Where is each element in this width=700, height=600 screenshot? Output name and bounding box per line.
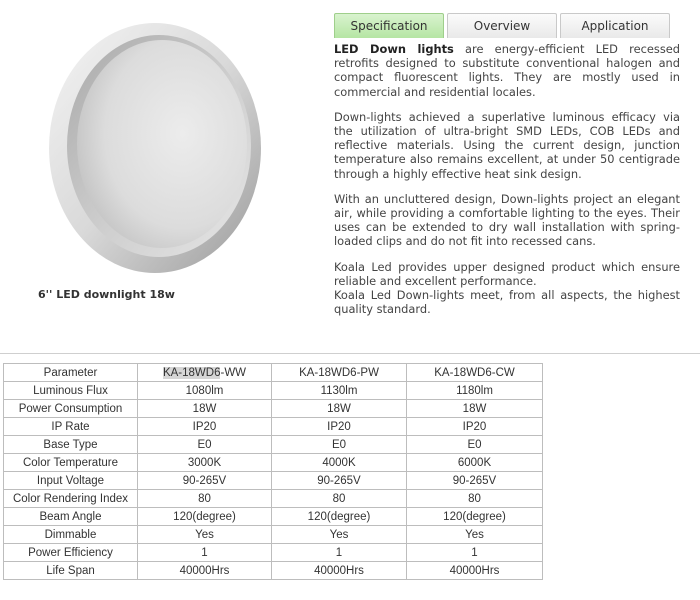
tab-application[interactable]: Application xyxy=(560,13,670,38)
table-cell-ww: 80 xyxy=(138,490,272,508)
table-cell-pw: 1130lm xyxy=(272,382,407,400)
table-cell-parameter: Beam Angle xyxy=(4,508,138,526)
table-cell-cw: Yes xyxy=(407,526,543,544)
table-cell-pw: E0 xyxy=(272,436,407,454)
table-cell-cw: 1180lm xyxy=(407,382,543,400)
specification-table xyxy=(3,363,543,580)
table-cell-ww: 1 xyxy=(138,544,272,562)
table-cell-ww: 40000Hrs xyxy=(138,562,272,580)
table-cell-pw: IP20 xyxy=(272,418,407,436)
table-cell-pw: 90-265V xyxy=(272,472,407,490)
description-paragraph-5: Koala Led Down-lights meet, from all aspects, the highest quality standard. xyxy=(334,288,680,317)
table-cell-cw: 80 xyxy=(407,490,543,508)
table-cell-parameter: Color Temperature xyxy=(4,454,138,472)
table-cell-pw: 1 xyxy=(272,544,407,562)
description-paragraph-1 xyxy=(334,42,680,99)
product-image-area xyxy=(0,0,320,345)
table-row xyxy=(4,472,543,490)
table-cell-cw: 40000Hrs xyxy=(407,562,543,580)
table-cell-cw: IP20 xyxy=(407,418,543,436)
table-cell-cw: 1 xyxy=(407,544,543,562)
table-cell-pw: 80 xyxy=(272,490,407,508)
table-cell-parameter: IP Rate xyxy=(4,418,138,436)
table-row xyxy=(4,544,543,562)
table-cell-parameter: Power Efficiency xyxy=(4,544,138,562)
table-cell-parameter: Dimmable xyxy=(4,526,138,544)
table-cell-parameter: Color Rendering Index xyxy=(4,490,138,508)
table-cell-ww: E0 xyxy=(138,436,272,454)
table-cell-parameter: Luminous Flux xyxy=(4,382,138,400)
description-paragraph-2: Down-lights achieved a superlative luminous efficacy via the utilization of ultra-bright SMD LEDs, COB LEDs and reflective materials. Using the current design, junction temperature also remains excellent, at under 50 centigrade through a highly effective heat sink design. xyxy=(334,109,680,181)
table-cell-ww: 90-265V xyxy=(138,472,272,490)
table-row xyxy=(4,526,543,544)
table-row xyxy=(4,418,543,436)
section-divider xyxy=(0,353,700,354)
table-cell-ww: 18W xyxy=(138,400,272,418)
table-header-row xyxy=(4,364,543,382)
product-description xyxy=(334,42,680,316)
table-row xyxy=(4,382,543,400)
table-cell-ww: 3000K xyxy=(138,454,272,472)
selected-text-highlight: KA-18WD6 xyxy=(162,366,221,379)
table-cell-cw: 120(degree) xyxy=(407,508,543,526)
table-cell-pw: Yes xyxy=(272,526,407,544)
table-cell-pw: 18W xyxy=(272,400,407,418)
table-row xyxy=(4,490,543,508)
table-cell-parameter: Life Span xyxy=(4,562,138,580)
description-paragraph-3: With an uncluttered design, Down-lights project an elegant air, while providing a comfortable lighting to the eyes. Their uses can be extended to dry wall installation with spring-loaded clips and do not fit into recessed cans. xyxy=(334,191,680,249)
table-cell-parameter: Input Voltage xyxy=(4,472,138,490)
table-cell-cw: E0 xyxy=(407,436,543,454)
table-row xyxy=(4,400,543,418)
table-cell-pw: 40000Hrs xyxy=(272,562,407,580)
table-cell-cw: 18W xyxy=(407,400,543,418)
description-paragraph-4: Koala Led provides upper designed product which ensure reliable and excellent performance. xyxy=(334,259,680,288)
table-cell-ww: 1080lm xyxy=(138,382,272,400)
led-downlight-image xyxy=(48,22,262,274)
table-row xyxy=(4,436,543,454)
header-parameter: Parameter xyxy=(4,364,138,382)
table-cell-cw: 90-265V xyxy=(407,472,543,490)
product-caption: 6'' LED downlight 18w xyxy=(38,288,175,301)
table-row xyxy=(4,508,543,526)
table-cell-ww: Yes xyxy=(138,526,272,544)
header-model-ww xyxy=(138,364,272,382)
table-row xyxy=(4,454,543,472)
table-cell-parameter: Base Type xyxy=(4,436,138,454)
tab-specification[interactable]: Specification xyxy=(334,13,444,38)
header-model-pw: KA-18WD6-PW xyxy=(272,364,407,382)
table-cell-pw: 4000K xyxy=(272,454,407,472)
table-row xyxy=(4,562,543,580)
description-lead-bold: LED Down lights xyxy=(334,42,454,56)
table-cell-parameter: Power Consumption xyxy=(4,400,138,418)
table-cell-cw: 6000K xyxy=(407,454,543,472)
table-cell-ww: IP20 xyxy=(138,418,272,436)
header-model-cw: KA-18WD6-CW xyxy=(407,364,543,382)
product-tabs xyxy=(334,13,673,39)
description-lead-text: are energy-efficient LED recessed retrofits designed to substitute conventional halogen and compact fluorescent lights. They are mostly used in commercial and residential locales. xyxy=(334,42,680,99)
tab-overview[interactable]: Overview xyxy=(447,13,557,38)
table-cell-pw: 120(degree) xyxy=(272,508,407,526)
table-cell-ww: 120(degree) xyxy=(138,508,272,526)
header-model-ww-suffix: -WW xyxy=(220,366,247,379)
